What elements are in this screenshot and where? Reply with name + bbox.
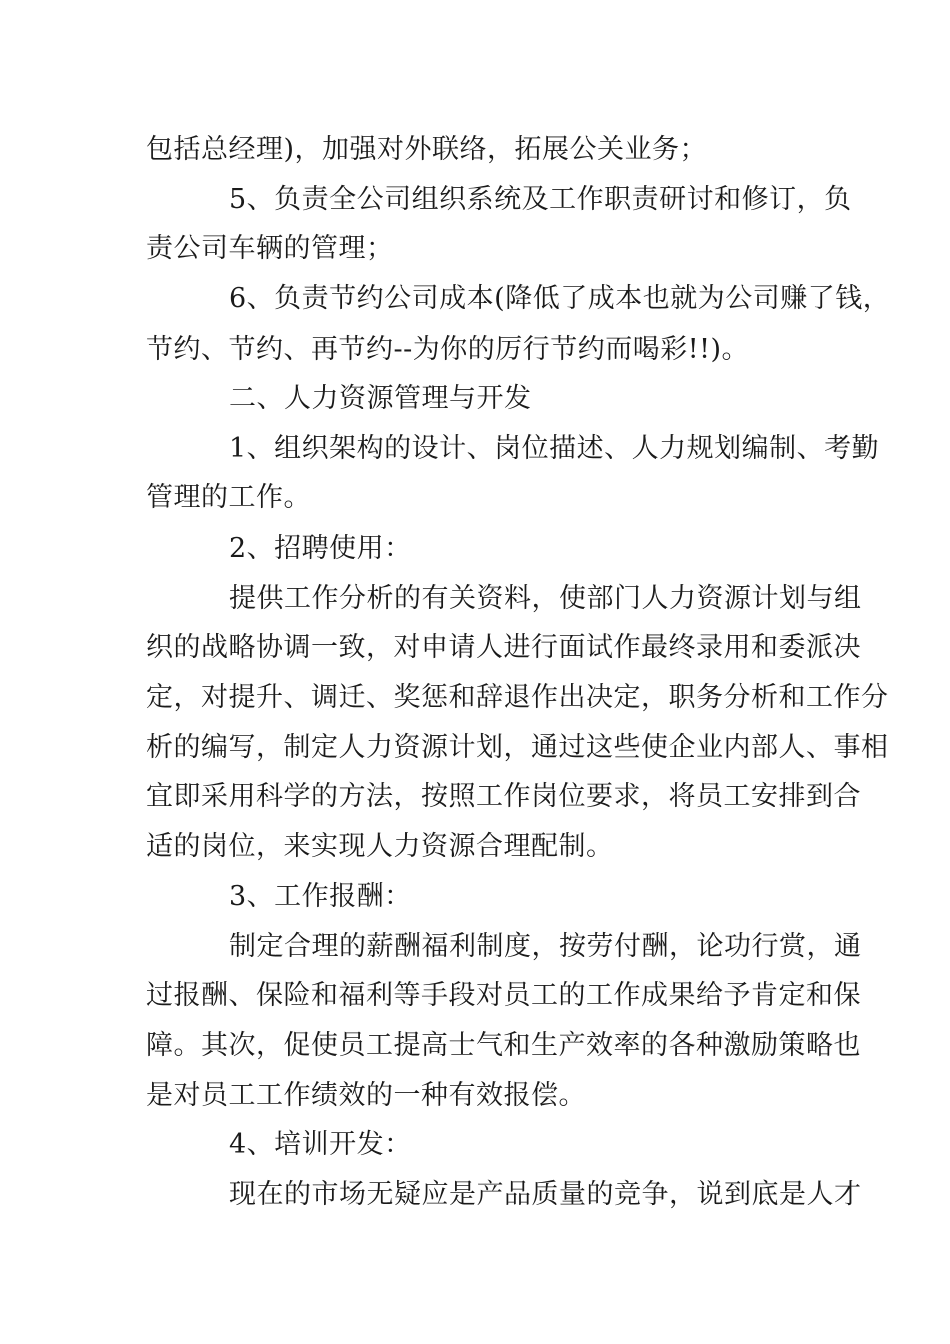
text-line: 析的编写，制定人力资源计划，通过这些使企业内部人、事相 xyxy=(146,732,889,763)
section-heading: 二、人力资源管理与开发 xyxy=(229,383,532,414)
text-line: 节约、节约、再节约--为你的厉行节约而喝彩!!)。 xyxy=(146,334,749,365)
text-line: 6、负责节约公司成本(降低了成本也就为公司赚了钱， xyxy=(229,283,891,314)
subheading: 4、培训开发： xyxy=(229,1129,412,1160)
subheading: 2、招聘使用： xyxy=(229,533,412,564)
text-line: 1、组织架构的设计、岗位描述、人力规划编制、考勤 xyxy=(229,433,880,464)
text-line: 制定合理的薪酬福利制度，按劳付酬，论功行赏，通 xyxy=(229,931,862,962)
text-line: 是对员工工作绩效的一种有效报偿。 xyxy=(146,1080,586,1111)
text-line: 宜即采用科学的方法，按照工作岗位要求，将员工安排到合 xyxy=(146,781,861,812)
text-line: 5、负责全公司组织系统及工作职责研讨和修订，负 xyxy=(229,184,852,215)
text-line: 管理的工作。 xyxy=(146,482,311,513)
subheading: 3、工作报酬： xyxy=(229,881,412,912)
text-line: 提供工作分析的有关资料，使部门人力资源计划与组 xyxy=(229,583,862,614)
text-line: 现在的市场无疑应是产品质量的竞争，说到底是人才 xyxy=(229,1179,862,1210)
text-line: 包括总经理)，加强对外联络，拓展公关业务； xyxy=(146,134,708,165)
text-line: 适的岗位，来实现人力资源合理配制。 xyxy=(146,831,614,862)
text-line: 障。其次，促使员工提高士气和生产效率的各种激励策略也 xyxy=(146,1030,861,1061)
text-line: 责公司车辆的管理； xyxy=(146,233,394,264)
text-line: 过报酬、保险和福利等手段对员工的工作成果给予肯定和保 xyxy=(146,980,861,1011)
text-line: 织的战略协调一致，对申请人进行面试作最终录用和委派决 xyxy=(146,632,861,663)
text-line: 定，对提升、调迁、奖惩和辞退作出决定，职务分析和工作分 xyxy=(146,682,889,713)
